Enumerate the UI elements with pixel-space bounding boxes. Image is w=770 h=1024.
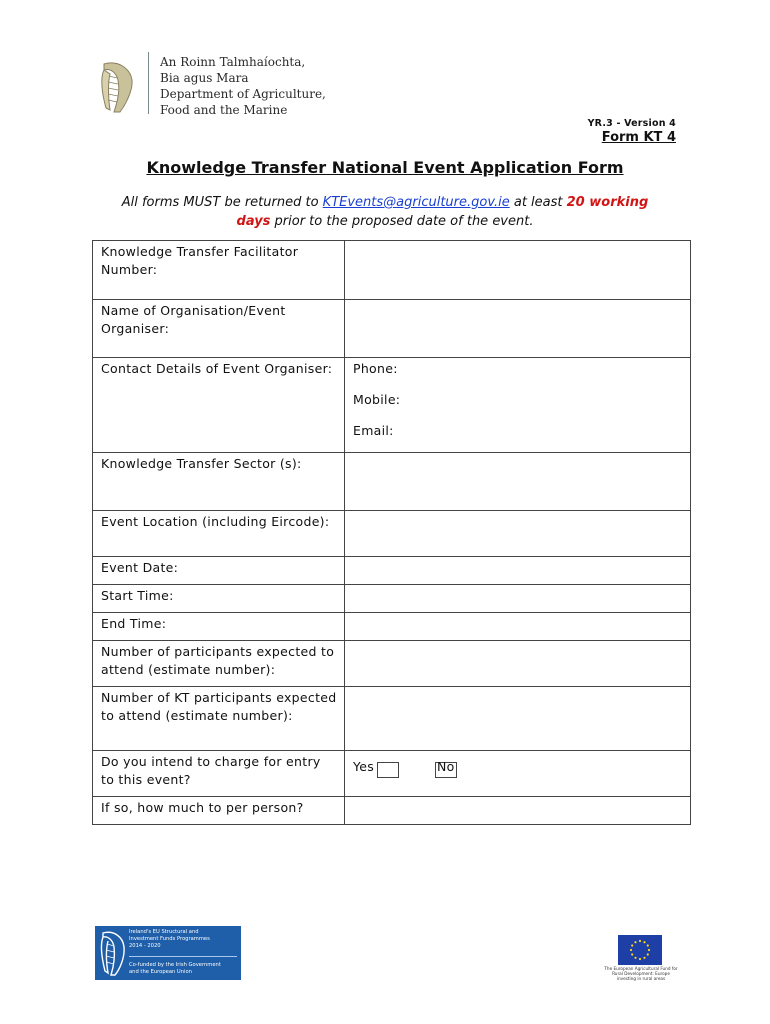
eu-star-icon bbox=[648, 949, 650, 951]
answer-field[interactable] bbox=[345, 241, 691, 300]
question-label: Name of Organisation/Event Organiser: bbox=[93, 300, 345, 358]
email-link[interactable]: KTEvents@agriculture.gov.ie bbox=[322, 195, 510, 210]
harp-emblem-icon bbox=[96, 60, 136, 114]
eu-star-icon bbox=[647, 953, 649, 955]
esif-cofunded-text bbox=[129, 962, 237, 976]
deadline-text: 20 working bbox=[566, 195, 649, 210]
question-label: Number of participants expected to attend (estimate number): bbox=[93, 641, 345, 687]
question-label: Event Location (including Eircode): bbox=[93, 511, 345, 557]
table-row bbox=[93, 797, 691, 825]
question-label: Number of KT participants expected to attend (estimate number): bbox=[93, 687, 345, 751]
department-line: An Roinn Talmhaíochta, bbox=[160, 55, 306, 69]
eu-star-icon bbox=[631, 953, 633, 955]
instructions bbox=[80, 193, 690, 231]
answer-field[interactable] bbox=[345, 641, 691, 687]
no-label: No bbox=[437, 759, 455, 774]
answer-field[interactable] bbox=[345, 613, 691, 641]
table-row bbox=[93, 358, 691, 453]
esif-line: Investment Funds Programmes bbox=[129, 936, 210, 942]
version-label: YR.3 - Version 4 bbox=[587, 118, 676, 129]
answer-field[interactable] bbox=[345, 511, 691, 557]
table-row bbox=[93, 557, 691, 585]
phone-label: Phone: bbox=[353, 361, 398, 376]
table-row bbox=[93, 613, 691, 641]
department-name bbox=[160, 54, 326, 118]
table-row bbox=[93, 751, 691, 797]
answer-field[interactable] bbox=[345, 300, 691, 358]
table-row bbox=[93, 687, 691, 751]
answer-field[interactable] bbox=[345, 687, 691, 751]
eu-star-icon bbox=[630, 949, 632, 951]
esif-line: Ireland's EU Structural and bbox=[129, 929, 199, 935]
table-row bbox=[93, 585, 691, 613]
eu-caption: The European Agricultural Fund for Rural Development: Europe investing in rural areas bbox=[604, 966, 678, 981]
question-label: Do you intend to charge for entry to this event? bbox=[93, 751, 345, 797]
esif-line: and the European Union bbox=[129, 969, 192, 975]
table-row bbox=[93, 300, 691, 358]
instructions-suffix: prior to the proposed date of the event. bbox=[270, 214, 534, 229]
table-row bbox=[93, 453, 691, 511]
deadline-text-2: days bbox=[236, 214, 271, 229]
eu-star-icon bbox=[647, 944, 649, 946]
esif-line: Co-funded by the Irish Government bbox=[129, 962, 221, 968]
contact-fields[interactable] bbox=[345, 358, 691, 453]
question-label: Knowledge Transfer Sector (s): bbox=[93, 453, 345, 511]
yes-checkbox[interactable] bbox=[377, 762, 399, 778]
instructions-prefix: All forms MUST be returned to bbox=[121, 195, 323, 210]
form-title: Knowledge Transfer National Event Application Form bbox=[146, 158, 624, 177]
eu-star-icon bbox=[643, 941, 645, 943]
answer-field[interactable] bbox=[345, 797, 691, 825]
mobile-label: Mobile: bbox=[353, 392, 401, 407]
eu-star-icon bbox=[634, 957, 636, 959]
question-label: Event Date: bbox=[93, 557, 345, 585]
email-label: Email: bbox=[353, 423, 394, 438]
charge-options bbox=[345, 751, 691, 797]
answer-field[interactable] bbox=[345, 453, 691, 511]
esif-text bbox=[129, 929, 237, 950]
instructions-middle: at least bbox=[509, 195, 567, 210]
eu-star-icon bbox=[634, 941, 636, 943]
answer-field[interactable] bbox=[345, 557, 691, 585]
answer-field[interactable] bbox=[345, 585, 691, 613]
question-label: End Time: bbox=[93, 613, 345, 641]
eu-star-icon bbox=[639, 958, 641, 960]
application-table bbox=[92, 240, 691, 825]
eu-flag-icon bbox=[618, 935, 662, 965]
eu-star-icon bbox=[643, 957, 645, 959]
question-label: If so, how much to per person? bbox=[93, 797, 345, 825]
question-label: Start Time: bbox=[93, 585, 345, 613]
esif-line: 2014 - 2020 bbox=[129, 943, 161, 949]
table-row bbox=[93, 241, 691, 300]
yes-label: Yes bbox=[353, 759, 375, 774]
esif-divider bbox=[129, 956, 237, 957]
table-row bbox=[93, 641, 691, 687]
logo-divider bbox=[148, 52, 149, 114]
table-row bbox=[93, 511, 691, 557]
eu-star-icon bbox=[631, 944, 633, 946]
question-label: Contact Details of Event Organiser: bbox=[93, 358, 345, 453]
department-line: Bia agus Mara bbox=[160, 71, 249, 85]
form-code: Form KT 4 bbox=[601, 130, 676, 145]
department-line: Food and the Marine bbox=[160, 103, 288, 117]
department-line: Department of Agriculture, bbox=[160, 87, 326, 101]
esif-logo bbox=[95, 926, 241, 980]
harp-icon bbox=[98, 929, 126, 977]
question-label: Knowledge Transfer Facilitator Number: bbox=[93, 241, 345, 300]
eu-star-icon bbox=[639, 940, 641, 942]
